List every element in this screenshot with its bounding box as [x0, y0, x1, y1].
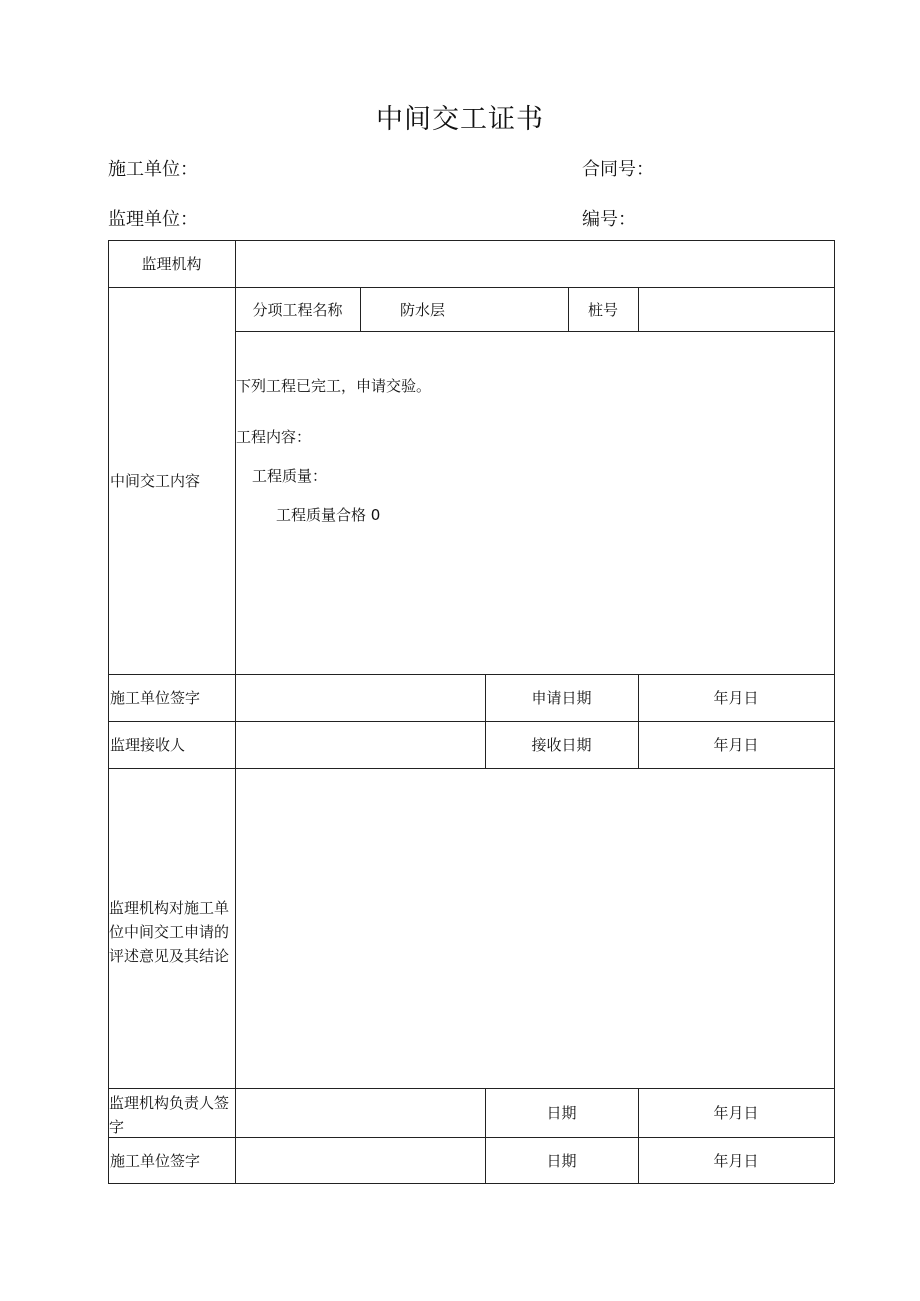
stake-no-label: 桩号 [587, 300, 618, 319]
serial-no-label: 编号： [582, 209, 636, 230]
content-line-quality: 工程质量： [252, 467, 328, 485]
date-value-2: 年月日 [713, 1151, 759, 1170]
date-label-2: 日期 [546, 1151, 577, 1170]
content-line-work-content: 工程内容： [236, 428, 312, 446]
contract-no-label: 合同号： [582, 159, 654, 180]
contractor-sign-field-2[interactable] [236, 1138, 484, 1183]
table-border-bottom [108, 1183, 834, 1184]
supervision-org-field[interactable] [236, 241, 833, 287]
sub-project-name-value: 防水层 [400, 300, 446, 319]
row-divider [235, 331, 834, 332]
opinion-label: 监理机构对施工单位中间交工申请的评述意见及其结论 [109, 899, 230, 965]
col-divider [360, 287, 361, 331]
apply-date-value: 年月日 [713, 689, 759, 707]
table-border-right [834, 240, 835, 1183]
apply-date-label: 申请日期 [531, 689, 592, 707]
opinion-field[interactable] [236, 769, 833, 1088]
page-title: 中间交工证书 [376, 104, 544, 135]
supervision-org-label: 监理机构 [141, 255, 202, 273]
supervisor-label: 监理单位： [108, 209, 198, 230]
org-head-sign-label: 监理机构负责人签字 [109, 1094, 230, 1136]
date-label: 日期 [546, 1104, 577, 1122]
date-value: 年月日 [713, 1104, 759, 1122]
content-line-completed: 下列工程已完工，申请交验。 [236, 377, 432, 395]
content-label: 中间交工内容 [110, 472, 201, 490]
sub-project-name-label: 分项工程名称 [252, 300, 343, 319]
stake-no-field[interactable] [639, 288, 833, 331]
contractor-sign-field[interactable] [236, 675, 484, 721]
contractor-label: 施工单位： [108, 159, 198, 180]
supervisor-receiver-label: 监理接收人 [110, 736, 186, 754]
receive-date-label: 接收日期 [531, 736, 592, 754]
content-line-quality-result: 工程质量合格 0 [276, 506, 381, 524]
receive-date-value: 年月日 [713, 736, 759, 754]
org-head-sign-field[interactable] [236, 1089, 484, 1137]
contractor-sign-label-2: 施工单位签字 [110, 1151, 201, 1170]
supervisor-receiver-field[interactable] [236, 722, 484, 768]
contractor-sign-label: 施工单位签字 [110, 689, 201, 707]
